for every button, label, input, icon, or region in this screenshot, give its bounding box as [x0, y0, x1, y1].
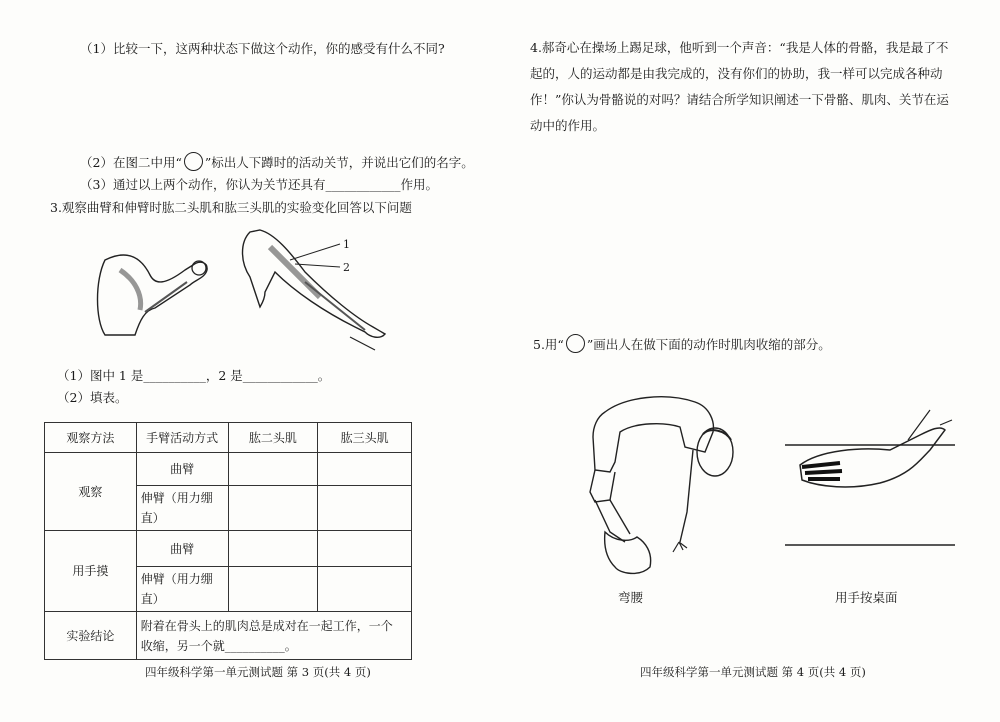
- table-group-label: 用手摸: [45, 531, 137, 612]
- table-group-label: 实验结论: [45, 612, 137, 660]
- table-cell-empty[interactable]: [228, 453, 318, 486]
- caption-bend: 弯腰: [618, 590, 644, 605]
- bending-person-illustration: [575, 392, 750, 582]
- observation-table: [44, 422, 412, 660]
- q5-after: ”画出人在做下面的动作时肌肉收缩的部分。: [586, 337, 831, 352]
- q3-title: 3.观察曲臂和伸臂时肱二头肌和肱三头肌的实验变化回答以下问题: [50, 200, 412, 215]
- table-conclusion[interactable]: 附着在骨头上的肌肉总是成对在一起工作，一个 收缩，另一个就__________。: [136, 612, 411, 660]
- straight-arm-illustration: [235, 222, 395, 357]
- footer-left: 四年级科学第一单元测试题 第 3 页(共 4 页): [145, 665, 371, 679]
- circle-symbol-icon: [184, 152, 203, 171]
- q2-sub2-before: （2）在图二中用“: [80, 155, 182, 170]
- table-header: 观察方法: [45, 423, 137, 453]
- table-cell-empty[interactable]: [318, 486, 412, 531]
- table-cell: 曲臂: [136, 531, 228, 567]
- q2-sub1: （1）比较一下，这两种状态下做这个动作，你的感受有什么不同?: [80, 41, 445, 56]
- table-header: 手臂活动方式: [136, 423, 228, 453]
- q3-sub2: （2）填表。: [57, 390, 128, 405]
- table-cell: 伸臂（用力绷 直）: [136, 486, 228, 531]
- right-page: [500, 0, 1000, 722]
- table-group-label: 观察: [45, 453, 137, 531]
- table-cell: 曲臂: [136, 453, 228, 486]
- hand-press-illustration: [780, 395, 960, 555]
- table-cell-empty[interactable]: [318, 453, 412, 486]
- table-cell: 伸臂（用力绷 直）: [136, 567, 228, 612]
- circle-symbol-icon: [566, 334, 585, 353]
- table-header: 肱二头肌: [228, 423, 318, 453]
- q3-sub1: （1）图中 1 是__________，2 是____________。: [57, 368, 331, 383]
- q5-text: [533, 334, 831, 354]
- q5-before: 5.用“: [533, 337, 564, 352]
- fig-label-2: 2: [343, 261, 350, 274]
- fig-label-1: 1: [343, 238, 350, 251]
- table-cell-empty[interactable]: [318, 531, 412, 567]
- q4-text: 4.郝奇心在操场上踢足球，他听到一个声音：“我是人体的骨骼，我是最了不起的，人的运动都是由我完成的，没有你们的协助，我一样可以完成各种动作！”你认为骨骼说的对吗？请结合所学知识阐述一下骨骼、肌肉、关节在运动中的作用。: [530, 40, 949, 133]
- q2-sub2-after: ”标出人下蹲时的活动关节，并说出它们的名字。: [204, 155, 474, 170]
- table-header: 肱三头肌: [318, 423, 412, 453]
- bent-arm-illustration: [95, 240, 225, 340]
- table-cell-empty[interactable]: [228, 531, 318, 567]
- q2-sub2: [80, 152, 474, 172]
- q2-sub3: （3）通过以上两个动作，你认为关节还具有____________作用。: [80, 177, 438, 192]
- table-cell-empty[interactable]: [228, 567, 318, 612]
- footer-right: 四年级科学第一单元测试题 第 4 页(共 4 页): [640, 665, 866, 679]
- table-cell-empty[interactable]: [228, 486, 318, 531]
- table-cell-empty[interactable]: [318, 567, 412, 612]
- caption-press: 用手按桌面: [835, 590, 898, 605]
